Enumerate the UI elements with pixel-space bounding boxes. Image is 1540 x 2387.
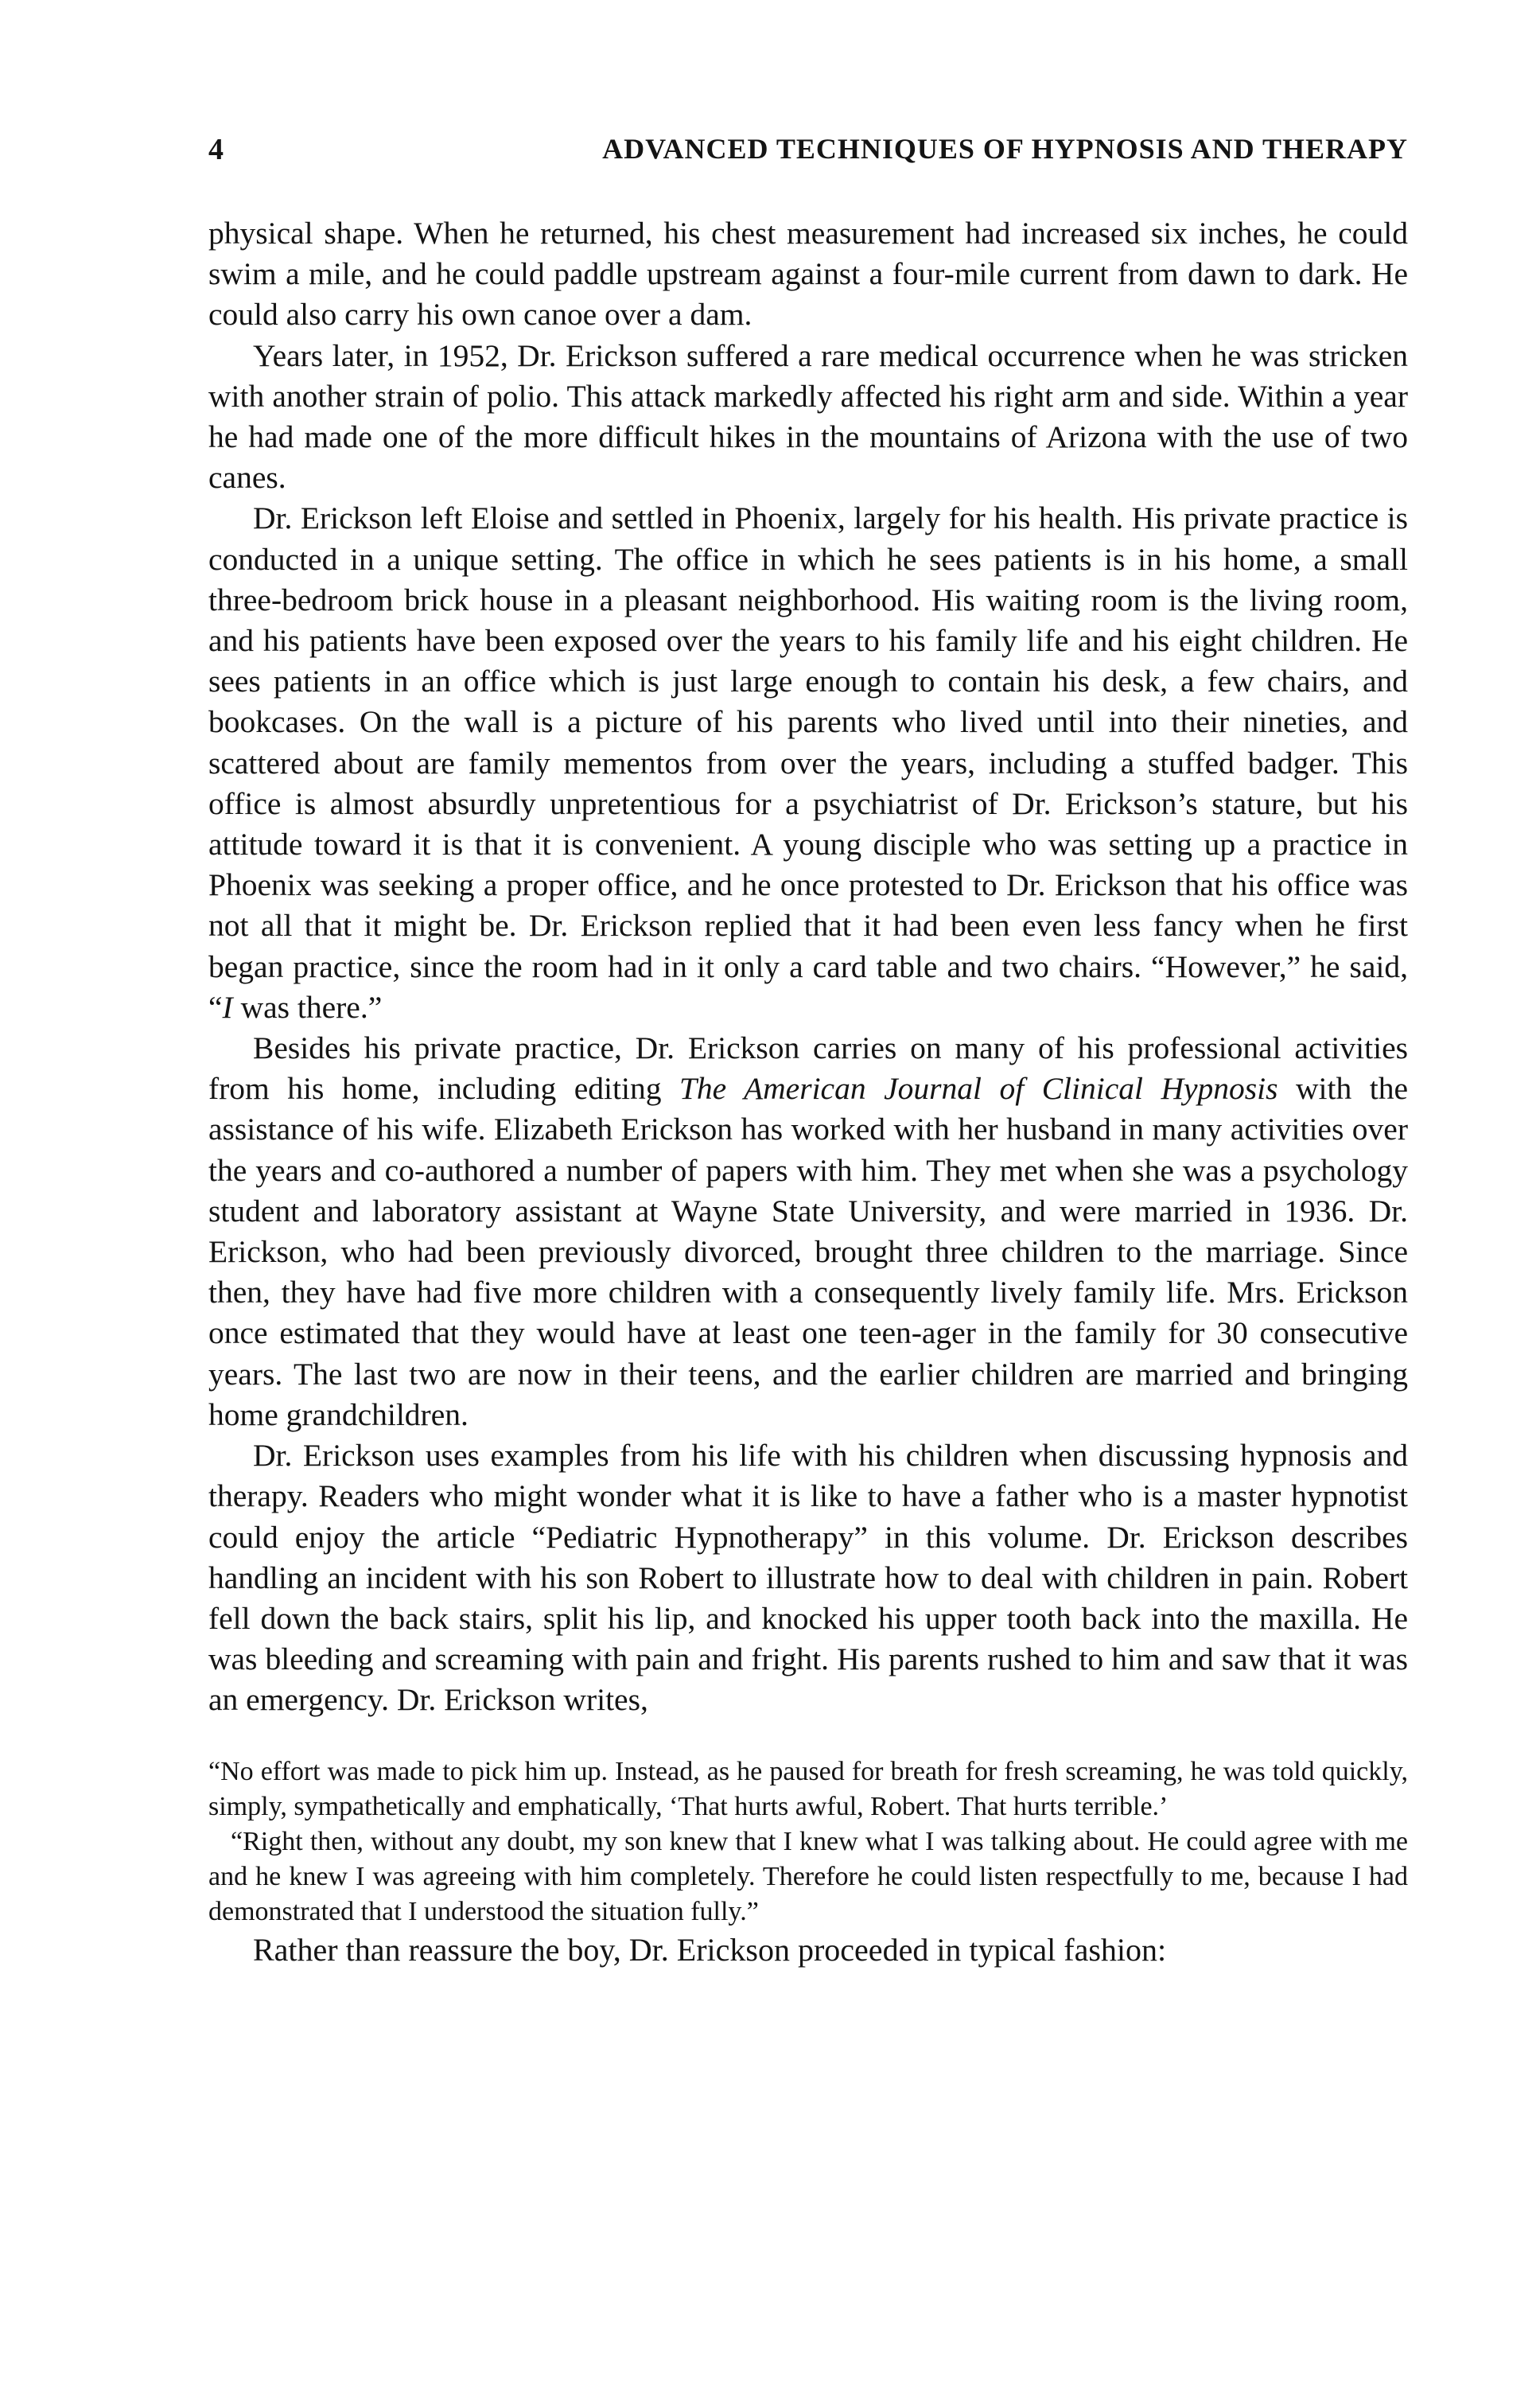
journal-title: The American Journal of Clinical Hypnosis — [679, 1071, 1278, 1107]
quote-end-italic: I — [222, 989, 233, 1025]
page-header — [208, 118, 1408, 181]
paragraph-5: Dr. Erickson uses examples from his life with his children when discussing hypnosis and therapy. Readers who might wonder what it is like to have a father who is a master hypnotist could enjoy the article “Pediatric Hypnotherapy” in this volume. Dr. Erickson describes handling an incident with his son Robert to illustrate how to deal with children in pain. Robert fell down the back stairs, split his lip, and knocked his upper tooth back into the maxilla. He was bleeding and screaming with pain and fright. His parents rushed to him and saw that it was an emergency. Dr. Erickson writes, — [208, 1438, 1408, 1718]
paragraph-4 — [208, 1028, 1408, 1435]
block-quote — [208, 1754, 1408, 1929]
paragraph-1: physical shape. When he returned, his chest measurement had increased six inches, he could swim a mile, and he could paddle upstream against a four-mile current from dawn to dark. He could also carry his own canoe over a dam. — [208, 216, 1408, 333]
block-quote-paragraph-2: “Right then, without any doubt, my son knew that I knew what I was talking about. He could agree with me and he knew I was agreeing with him completely. Therefore he could listen respectfully to me, because I had demonstrated that I understood the situation fully.” — [208, 1826, 1408, 1926]
paragraph-4-start: Besides his private practice, Dr. Erickson carries on many of his professional activities from his home, including editing — [208, 1030, 1408, 1107]
quote-end-before: “However,” he said, “ — [208, 948, 1408, 1025]
closing-line: Rather than reassure the boy, Dr. Erickson proceeded in typical fashion: — [253, 1931, 1167, 1968]
running-head: ADVANCED TECHNIQUES OF HYPNOSIS AND THERAPY — [602, 133, 1408, 165]
paragraph-4-rest: with the assistance of his wife. Elizabeth Erickson has worked with her husband in many activities over the years and co-authored a number of papers with him. They met when she was a psychology student and laboratory assistant at Wayne State University, and were married in 1936. Dr. Erickson, who had been previously divorced, brought three children to the marriage. Since then, they have had five more children with a consequently lively family life. Mrs. Erickson once estimated that they would have at least one teen-ager in the family for 30 consecutive years. The last two are now in their teens, and the earlier children are married and bringing home grandchildren. — [208, 1071, 1409, 1432]
body-text — [208, 213, 1408, 1971]
paragraph-2: Years later, in 1952, Dr. Erickson suffered a rare medical occurrence when he was stricken with another strain of polio. This attack markedly affected his right arm and side. Within a year he had made one of the more difficult hikes in the mountains of Arizona with the use of two canes. — [208, 337, 1408, 496]
paragraph-3 — [208, 498, 1408, 1028]
paragraph-3-text: Dr. Erickson left Eloise and settled in Phoenix, largely for his health. His private practice is conducted in a unique setting. The office in which he sees patients is in his home, a small three-bedroom brick house in a pleasant neighborhood. His waiting room is the living room, and his patients have been exposed over the years to his family life and his eight children. He sees patients in an office which is just large enough to contain his desk, a few chairs, and bookcases. On the wall is a picture of his parents who lived until into their nineties, and scattered about are family mementos from over the years, including a stuffed badger. This office is almost absurdly unpretentious for a psychiatrist of Dr. Erickson’s stature, but his attitude toward it is that it is convenient. A young disciple who was setting up a practice in Phoenix was seeking a proper office, and he once protested to Dr. Erickson that his office was not all that it might be. Dr. Erickson replied that it had been even less fancy when he first began practice, since the room had in it only a card table and two chairs. — [208, 500, 1408, 984]
page-number: 4 — [208, 133, 224, 166]
block-quote-paragraph-1: “No effort was made to pick him up. Instead, as he paused for breath for fresh screaming, he was told quickly, simply, sympathetically and emphatically, ‘That hurts awful, Robert. That hurts terrible.’ — [208, 1756, 1408, 1821]
quote-end-after: was there.” — [232, 989, 383, 1025]
